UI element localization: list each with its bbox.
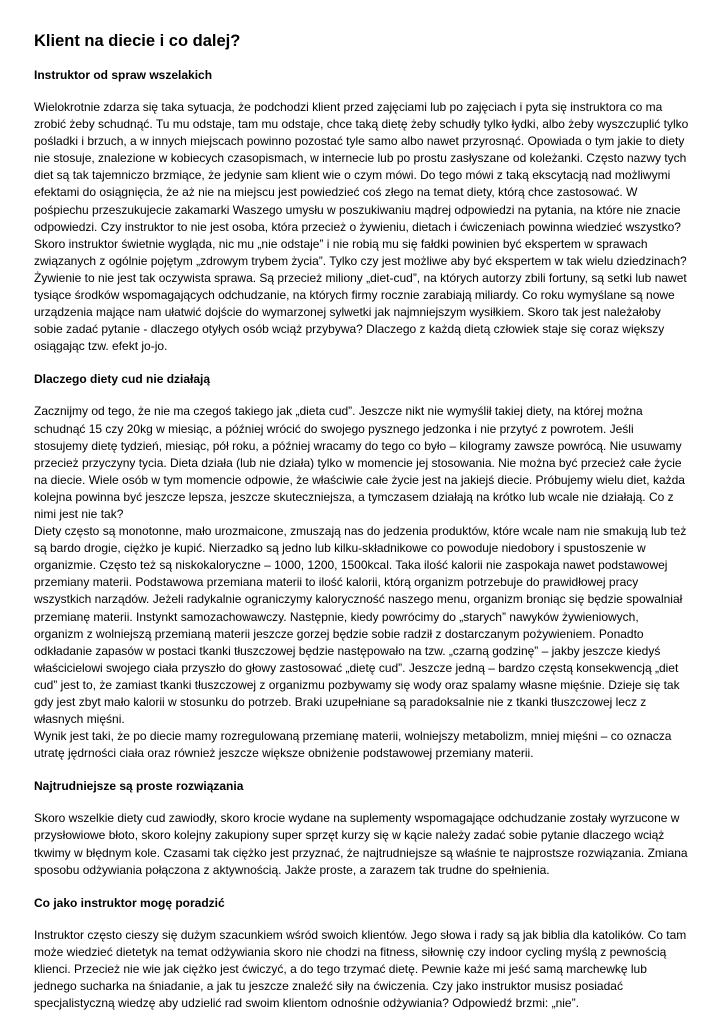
paragraph-gap [34,762,690,778]
paragraph-simple-solutions: Skoro wszelkie diety cud zawiodły, skoro krocie wydane na suplementy wspomagające odchudzanie zostały wyrzucone w przysłowiowe błoto, skoro kolejny zakupiony super sprzęt kurzy się w kącie należy zadać sobie pytanie dlaczego wciąż tkwimy w błędnym kole. Czasami tak ciężko jest przyznać, że najtrudniejsze są właśnie te najprostsze rozwiązania. Zmiana sposobu odżywiania połączona z aktywnością. Jakże proste, a zarazem tak trudne do spełnienia. [34,811,688,877]
paragraph-gap [34,879,690,895]
section-heading-instructor-advice: Co jako instruktor mogę poradzić [34,895,225,910]
paragraph-monotonous-diets: Diety często są monotonne, mało urozmaicone, zmuszają nas do jedzenia produktów, które wcale nam nie smakują lub też są bardo drogie, ciężko je kupić. Nierzadko są jedno lub kilku-składnikowe co powoduje niedobory i spustoszenie w organizmie. Często też są niskokaloryczne – 1000, 1200, 1500kcal. Taka ilość kalorii nie zaspokaja nawet podstawowej przemiany materii. Podstawowa przemiana materii to ilość kalorii, którą organizm potrzebuje do prawidłowej pracy wszystkich narządów. Jeżeli radykalnie ograniczymy kaloryczność naszego menu, organizm broniąc się będzie spowalniał przemianę materii. Instynkt samozachowawczy. Następnie, kiedy powrócimy do „starych” nawyków żywieniowych, organizm z wolniejszą przemianą materii jeszcze gorzej będzie sobie radził z dostarczanym pożywieniem. Ponadto odkładanie zapasów w postaci tkanki tłuszczowej będzie następowało na tzw. „czarną godzinę” – jakby jeszcze kiedyś właścicielowi swojego ciała przyszło do głowy zastosować „dietę cud”. Jeszcze jedną – bardzo częstą konsekwencją „diet cud” jest to, że zamiast tkanki tłuszczowej z organizmu pozbywamy się wody oraz spalamy własne mięśnie. Dzieje się tak gdy jest zbyt mało kalorii w stosunku do potrzeb. Braki uzupełniane są paradoksalnie nie z tkanki tłuszczowej lecz z własnych mięśni. [34,524,687,727]
paragraph-gap [34,355,690,371]
paragraph-diet-result: Wynik jest taki, że po diecie mamy rozregulowaną przemianę materii, wolniejszy metabolizm, mniej mięśni – co oznacza utratę jędrności ciała oraz również jeszcze większe obniżenie podstawowej przemiany materii. [34,729,672,761]
paragraph-intro: Wielokrotnie zdarza się taka sytuacja, że podchodzi klient przed zajęciami lub po zajęciach i pyta się instruktora co ma zrobić żeby schudnąć. Tu mu odstaje, tam mu odstaje, chce taką dietę żeby schudły tylko łydki, albo żeby wyszczuplić tylko pośladki i brzuch, a w innych miejscach powinno pozostać tyle samo albo nawet przyrosnąć. Opowiada o tym jakie to diety nie stosuje, znalezione w kobiecych czasopismach, w internecie lub po prostu zasłyszane od koleżanki. Często nazwy tych diet są tak tajemniczo brzmiące, że jedynie sam klient wie o czym mówi. Do tego mówi z taką ekscytacją nad możliwymi efektami do osiągnięcia, że aż nie na miejscu jest powiedzieć coś złego na temat diety, którą chce zastosować. W pośpiechu przeszukujecie zakamarki Waszego umysłu w poszukiwaniu mądrej odpowiedzi na pytania, na które nie znacie odpowiedzi. Czy instruktor to nie jest osoba, która przecież o żywieniu, dietach i ćwiczeniach powinna wiedzieć wszystko? Skoro instruktor świetnie wygląda, nic mu „nie odstaje” i nie robią mu się fałdki powinien być ekspertem w sprawach związanych z ogólnie pojętym „zdrowym trybem życia”. Tylko czy jest możliwe aby być ekspertem w tak wielu dziedzinach? Żywienie to nie jest tak oczywista sprawa. Są przecież miliony „diet-cud”, na których autorzy zbili fortuny, są setki lub nawet tysiące środków wspomagających odchudzanie, na których firmy rocznie zarabiają miliardy. Co roku wymyślane są nowe urządzenia mające nam ułatwić dojście do wymarzonej sylwetki jak najmniejszym wysiłkiem. Skoro tak jest należałoby sobie zadać pytanie - dlaczego otyłych osób wciąż przybywa? Dlaczego z każdą dietą człowiek staje się coraz większy osiągając tzw. efekt jo-jo. [34,100,689,354]
section-heading-instructor: Instruktor od spraw wszelakich [34,68,213,82]
document-page [34,30,690,1012]
section-heading-why-diets-fail: Dlaczego diety cud nie działają [34,372,211,387]
page-title: Klient na diecie i co dalej? [34,32,241,50]
paragraph-no-miracle-diet: Zacznijmy od tego, że nie ma czegoś takiego jak „dieta cud”. Jeszcze nikt nie wymyślił takiej diety, na której można schudnąć 15 czy 20kg w miesiąc, a później wrócić do swojego pysznego jedzonka i nie przytyć z powrotem. Jeśli stosujemy dietę tydzień, miesiąc, pół roku, a później wracamy do tego co było – kilogramy zawsze powrócą. Nie usuwamy przecież przyczyny tycia. Dieta działa (lub nie działa) tylko w momencie jej stosowania. Nie można być przecież całe życie na diecie. Wiele osób w tym momencie odpowie, że właściwie całe życie jest na jakiejś diecie. Próbujemy wielu diet, każda kolejna powinna być jeszcze lepsza, jeszcze skuteczniejsza, a tymczasem działają na krótko lub wcale nie działają. Co z nimi jest nie tak? [34,404,685,521]
paragraph-instructor-advice: Instruktor często cieszy się dużym szacunkiem wśród swoich klientów. Jego słowa i rady są jak biblia dla katolików. Co tam może wiedzieć dietetyk na temat odżywiania skoro nie chodzi na fitness, siłownię czy indoor cycling myślą z pewnością klienci. Przecież nie wie jak ciężko jest ćwiczyć, a do tego trzymać dietę. Pewnie każe mi jeść samą marchewkę lub jednego sucharka na śniadanie, a jak tu jeszcze znaleźć siły na ćwiczenia. Czy jako instruktor musisz posiadać specjalistyczną wiedzę aby udzielić rad swoim klientom odnośnie odżywiania? Odpowiedź brzmi: „nie”. [34,927,687,1011]
section-heading-simple-solutions: Najtrudniejsze są proste rozwiązania [34,779,244,794]
